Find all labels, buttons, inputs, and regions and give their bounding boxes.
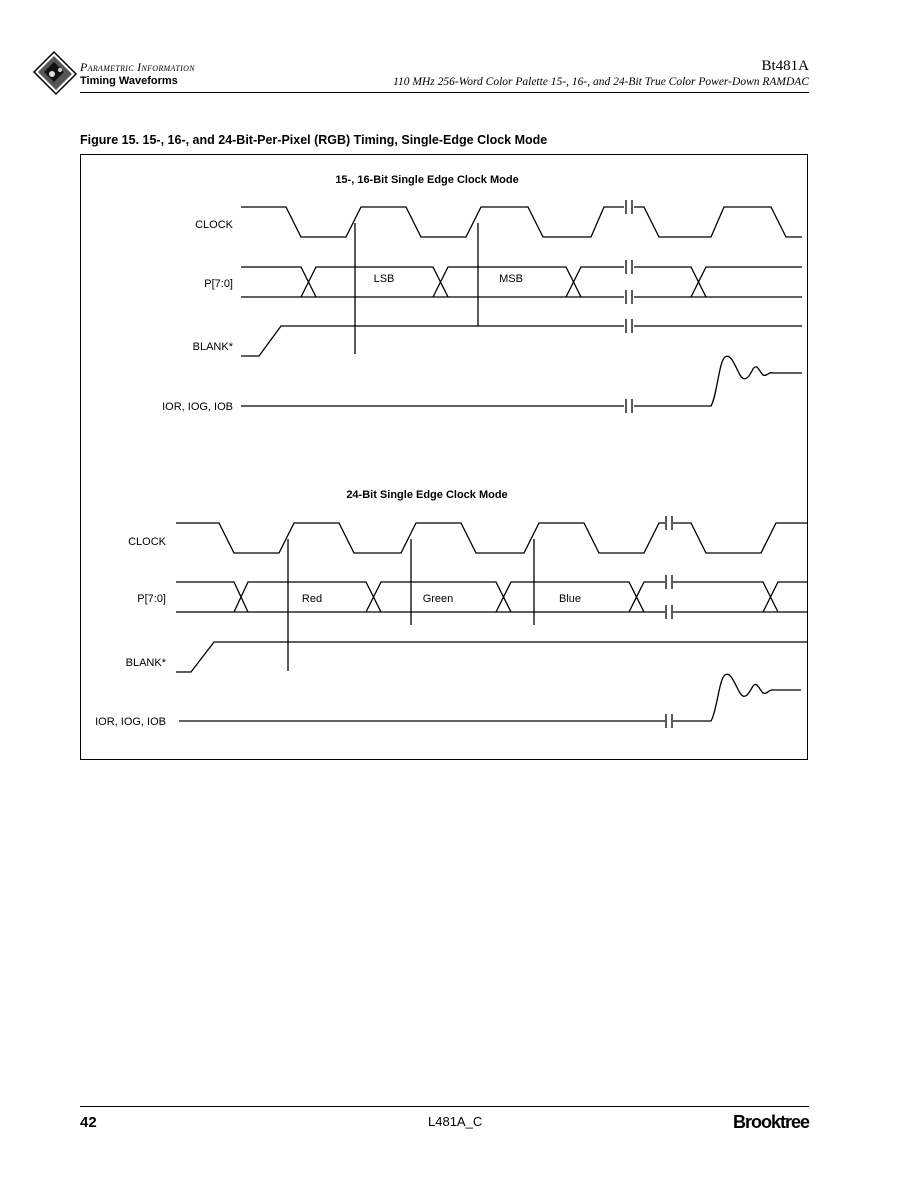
d1-data-msb: MSB <box>499 273 523 285</box>
d2-label-blank: BLANK* <box>125 657 166 669</box>
figure-frame <box>80 154 808 760</box>
figure-caption: Figure 15. 15-, 16-, and 24-Bit-Per-Pixel (RGB) Timing, Single-Edge Clock Mode <box>80 133 548 147</box>
d2-label-clock: CLOCK <box>128 536 166 548</box>
d1-clock-break <box>626 200 632 214</box>
d2-pixel-break <box>666 575 672 619</box>
d1-blank-waveform <box>241 326 802 356</box>
d2-data-green: Green <box>422 593 454 605</box>
footer-rule <box>80 1106 809 1107</box>
d2-clock-waveform <box>176 523 807 553</box>
d1-iout-break <box>626 399 632 413</box>
document-id: L481A_C <box>428 1114 483 1129</box>
part-number: Bt481A <box>761 58 809 74</box>
d2-blank-waveform <box>176 642 807 672</box>
d2-data-blue: Blue <box>558 593 582 605</box>
d1-data-lsb: LSB <box>373 273 395 285</box>
header-rule <box>80 92 809 93</box>
d2-label-iout: IOR, IOG, IOB <box>95 716 166 728</box>
d1-pixel-break <box>626 260 632 304</box>
d1-iout-waveform <box>241 356 802 406</box>
subsection-title: Timing Waveforms <box>80 75 178 87</box>
timing-diagram <box>81 155 809 761</box>
part-description: 110 MHz 256-Word Color Palette 15-, 16-, and 24-Bit True Color Power-Down RAMDAC <box>393 76 809 88</box>
d1-label-iout: IOR, IOG, IOB <box>162 401 233 413</box>
logo <box>32 50 78 96</box>
d1-title: 15-, 16-Bit Single Edge Clock Mode <box>335 174 519 186</box>
d2-iout-break <box>666 714 672 728</box>
d2-title: 24-Bit Single Edge Clock Mode <box>346 489 508 501</box>
section-title: Parametric Information <box>80 60 195 74</box>
d1-label-pixel: P[7:0] <box>204 278 233 290</box>
d2-iout-waveform <box>179 674 801 721</box>
brand-logo-text: Brooktree <box>732 1112 809 1132</box>
d1-blank-break <box>626 319 632 333</box>
d2-label-pixel: P[7:0] <box>137 593 166 605</box>
d2-clock-break <box>666 516 672 530</box>
page-number: 42 <box>80 1114 97 1131</box>
d1-label-blank: BLANK* <box>192 341 233 353</box>
d1-clock-waveform <box>241 207 802 237</box>
d2-data-red: Red <box>301 593 323 605</box>
d1-label-clock: CLOCK <box>195 219 233 231</box>
d2-pixel-waveform <box>176 582 807 612</box>
